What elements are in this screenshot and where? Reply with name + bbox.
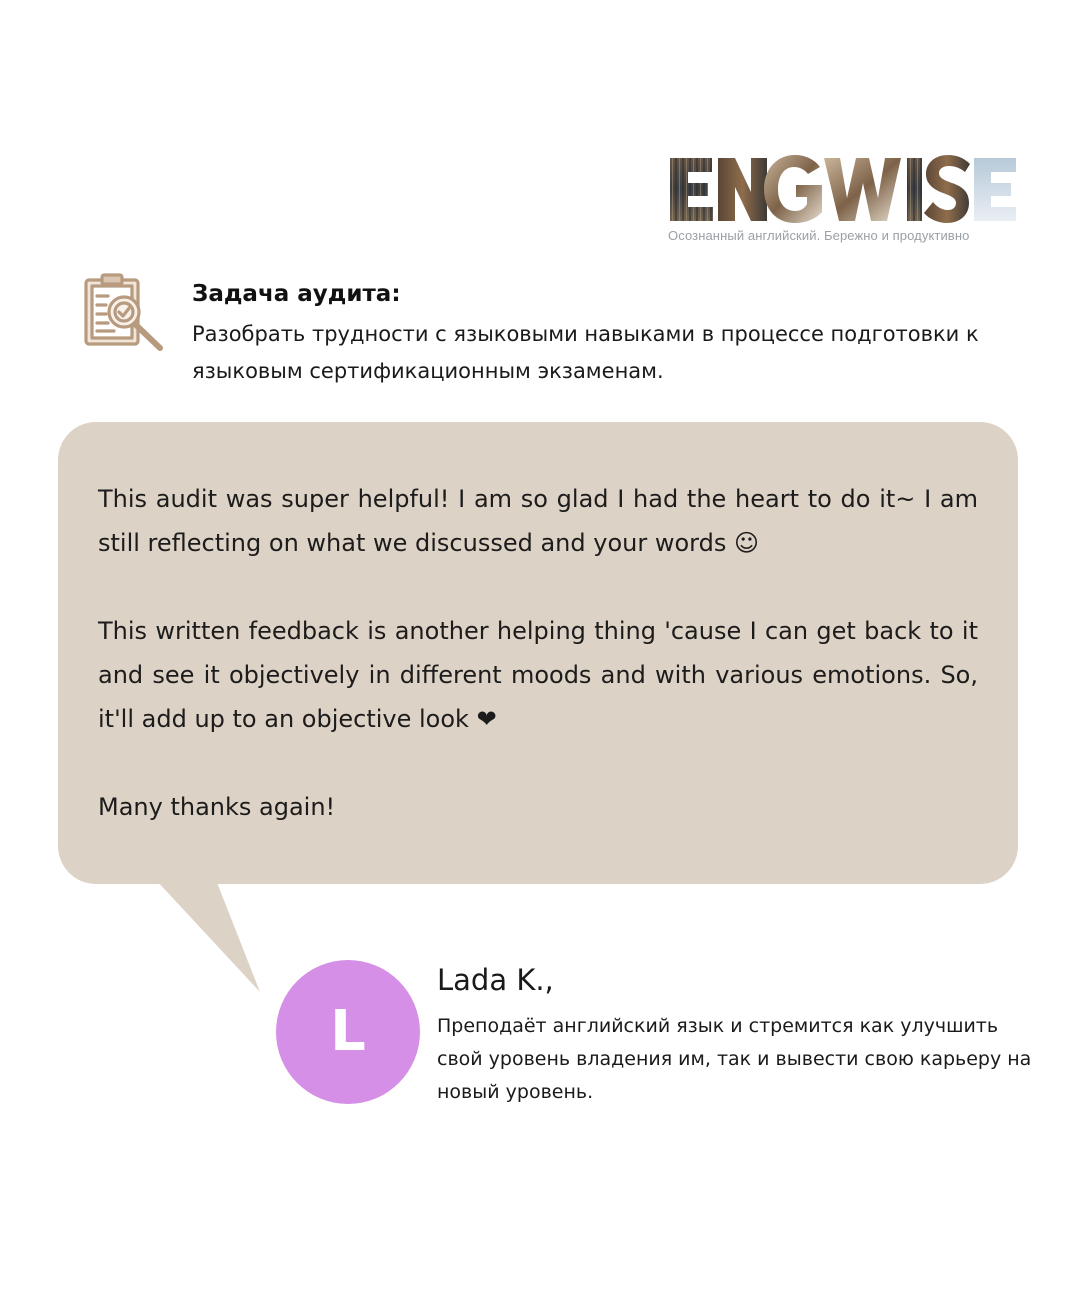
author-bio: Преподаёт английский язык и стремится как улучшить свой уровень владения им, так и вывести свою карьеру на новый уровень. xyxy=(437,1015,1032,1103)
author-name: Lada K., xyxy=(437,963,554,997)
speech-bubble-tail xyxy=(150,870,270,1000)
audit-task xyxy=(192,278,1032,390)
logo-wordmark xyxy=(668,152,1018,226)
task-description: Разобрать трудности с языковыми навыками в процессе подготовки к языковым сертификационным экзаменам. xyxy=(192,322,979,383)
review-paragraph-3: Many thanks again! xyxy=(98,793,336,821)
review-paragraph-2: This written feedback is another helping thing 'cause I can get back to it and see it objectively in different moods and with various emotions. So, it'll add up to an objective look ❤ xyxy=(98,617,978,733)
author-info xyxy=(437,958,1037,1109)
task-title: Задача аудита: xyxy=(192,281,401,307)
review-paragraph-1: This audit was super helpful! I am so glad I had the heart to do it~ I am still reflecting on what we discussed and your words ☺ xyxy=(98,485,978,557)
author-avatar xyxy=(276,960,420,1104)
avatar-initial: L xyxy=(330,999,366,1064)
logo-tagline: Осознанный английский. Бережно и продуктивно xyxy=(668,228,970,243)
review-bubble xyxy=(58,422,1018,884)
brand-logo xyxy=(668,152,1020,243)
clipboard-magnifier-icon xyxy=(82,272,172,356)
